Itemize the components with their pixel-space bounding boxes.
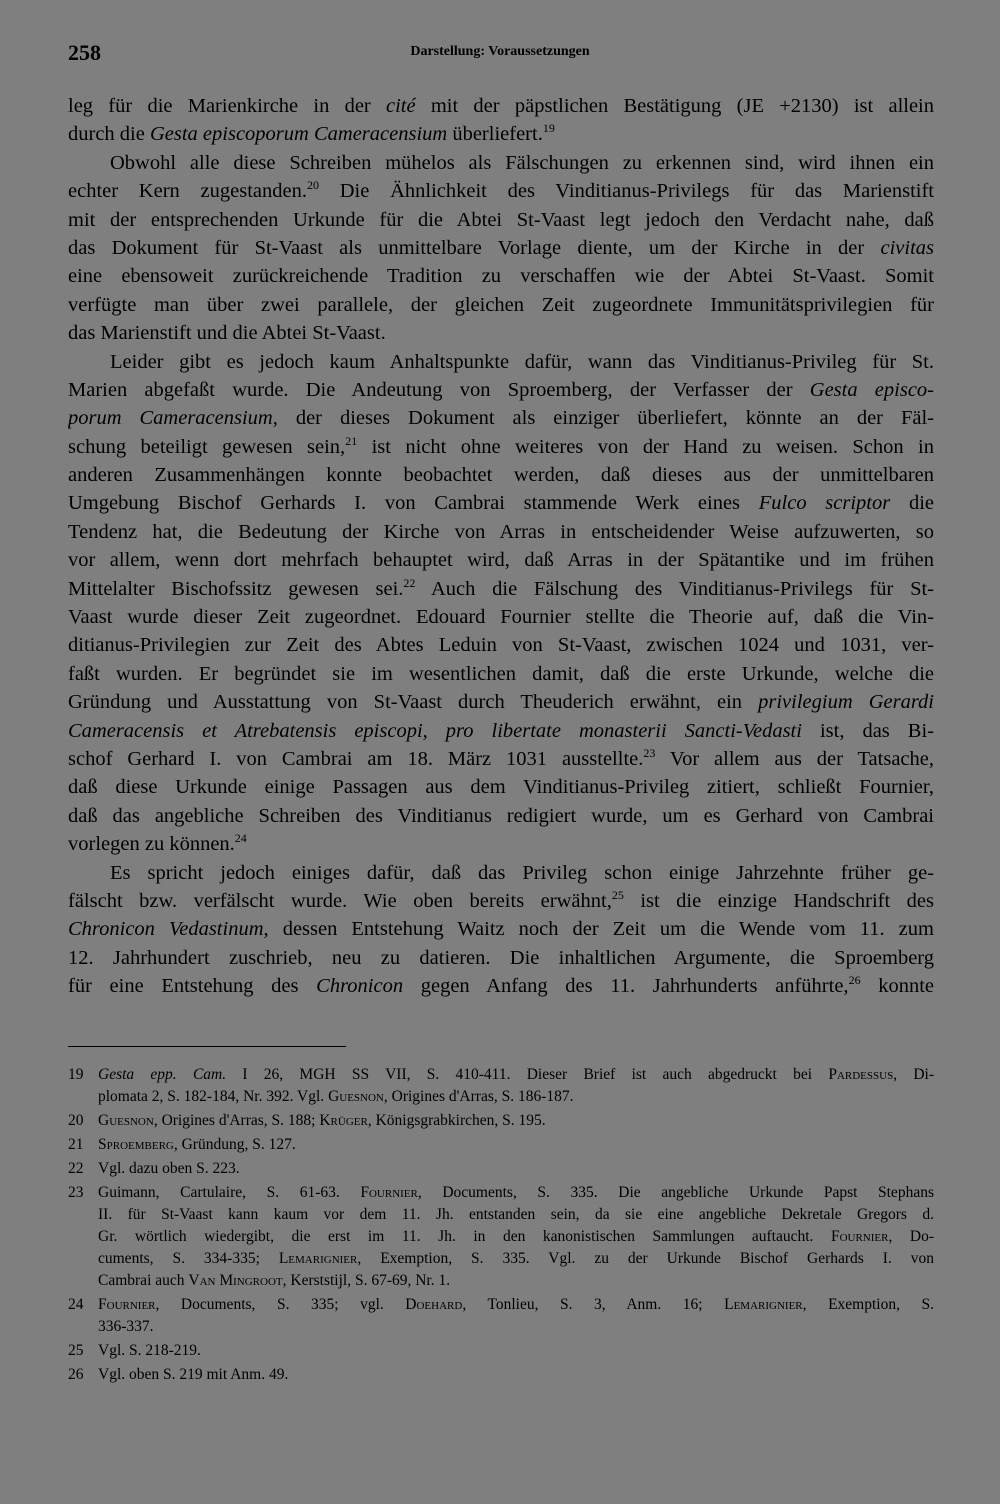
footnote-26 xyxy=(68,1364,934,1386)
text-line: Leider gibt es jedoch kaum Anhaltspunkte dafür, wann das Vinditianus-Privileg für St. xyxy=(110,350,934,373)
text-line: für eine Entstehung des Chronicon gegen Anfang des 11. Jahrhunderts anführte,$^{26}$ konnte xyxy=(68,973,934,998)
text-line: schung beteiligt gewesen sein,$^{21}$ ist nicht ohne weiteres von der Hand zu weisen. Schon in xyxy=(68,433,934,458)
footnote-text: 336-337. xyxy=(98,1318,154,1335)
footnote-text: Gesta epp. Cam. I 26, MGH SS VII, S. 410-411. Dieser Brief ist auch abgedruckt bei Pardessus, Di- xyxy=(98,1066,934,1083)
footnote-continuation xyxy=(68,1316,934,1338)
footnote-text: Vgl. S. 218-219. xyxy=(98,1342,201,1359)
footnote-text: Fournier, Documents, S. 335; vgl. Doehard, Tonlieu, S. 3, Anm. 16; Lemarignier, Exemption, S. xyxy=(98,1296,934,1313)
text-line: vorlegen zu können.$^{24}$ xyxy=(68,831,247,856)
footnote-text: Cambrai auch Van Mingroot, Kerststijl, S. 67-69, Nr. 1. xyxy=(98,1272,451,1289)
main-text xyxy=(68,92,934,1001)
footnote-20 xyxy=(68,1110,934,1132)
page-number: 258 xyxy=(68,40,101,65)
text-line: schof Gerhard I. von Cambrai am 18. März 1031 ausstellte.$^{23}$ Vor allem aus der Tatsache, xyxy=(68,745,934,770)
footnote-continuation xyxy=(68,1248,934,1270)
footnote-text: plomata 2, S. 182-184, Nr. 392. Vgl. Guesnon, Origines d'Arras, S. 186-187. xyxy=(98,1088,574,1105)
text-line: daß diese Urkunde einige Passagen aus dem Vinditianus-Privileg zitiert, schließt Fournier, xyxy=(68,776,934,799)
text-line: Es spricht jedoch einiges dafür, daß das Privileg schon einige Jahrzehnte früher ge- xyxy=(110,861,934,884)
footnote-21 xyxy=(68,1134,934,1156)
footnote-text: Gr. wörtlich wiedergibt, die erst im 11. Jh. in den kanonistischen Sammlungen auftaucht. Fournier, Do- xyxy=(98,1228,934,1245)
footnote-number: 22 xyxy=(68,1160,84,1177)
text-line: Chronicon Vedastinum, dessen Entstehung Waitz noch der Zeit um die Wende vom 11. zum xyxy=(68,918,934,941)
text-line: Cameracensis et Atrebatensis episcopi, pro libertate monasterii Sancti-Vedasti ist, das Bi- xyxy=(68,719,934,742)
footnote-number: 26 xyxy=(68,1366,84,1383)
text-line: mit der entsprechenden Urkunde für die Abtei St-Vaast legt jedoch den Verdacht nahe, daß xyxy=(68,208,934,231)
footnote-19 xyxy=(68,1064,934,1086)
footnote-continuation xyxy=(68,1226,934,1248)
text-line: das Marienstift und die Abtei St-Vaast. xyxy=(68,322,386,345)
text-line: Obwohl alle diese Schreiben mühelos als Fälschungen zu erkennen sind, wird ihnen ein xyxy=(110,151,934,174)
footnote-continuation xyxy=(68,1270,934,1292)
text-line: porum Cameracensium, der dieses Dokument als einziger überliefert, könnte an der Fäl- xyxy=(68,407,934,430)
footnote-text: Guimann, Cartulaire, S. 61-63. Fournier, Documents, S. 335. Die angebliche Urkunde Papst Stephans xyxy=(98,1184,934,1201)
text-line: Gründung und Ausstattung von St-Vaast durch Theuderich erwähnt, ein privilegium Gerardi xyxy=(68,691,934,714)
text-line: Marien abgefaßt wurde. Die Andeutung von Sproemberg, der Verfasser der Gesta episco- xyxy=(68,378,934,401)
footnote-continuation xyxy=(68,1204,934,1226)
footnote-number: 20 xyxy=(68,1112,84,1129)
footnote-number: 23 xyxy=(68,1184,84,1201)
footnote-number: 25 xyxy=(68,1342,84,1359)
page-header xyxy=(68,40,932,68)
footnote-text: II. für St-Vaast kann kaum vor dem 11. Jh. entstanden sein, da sie eine angebliche Dekretale Gregors d. xyxy=(98,1206,934,1223)
footnote-number: 24 xyxy=(68,1296,84,1313)
footnote-24 xyxy=(68,1294,934,1316)
footnote-number: 21 xyxy=(68,1136,84,1153)
text-line: daß das angebliche Schreiben des Vinditianus redigiert wurde, um es Gerhard von Cambrai xyxy=(68,804,934,827)
footnote-number: 19 xyxy=(68,1066,84,1083)
footnote-23 xyxy=(68,1182,934,1204)
text-line: echter Kern zugestanden.$^{20}$ Die Ähnlichkeit des Vinditianus-Privilegs für das Marienstift xyxy=(68,178,934,203)
text-line: Umgebung Bischof Gerhards I. von Cambrai stammende Werk eines Fulco scriptor die xyxy=(68,492,934,515)
footnote-text: Vgl. dazu oben S. 223. xyxy=(98,1160,240,1177)
text-line: fälscht bzw. verfälscht wurde. Wie oben bereits erwähnt,$^{25}$ ist die einzige Handschrift des xyxy=(68,887,934,912)
footnote-22 xyxy=(68,1158,934,1180)
text-line: das Dokument für St-Vaast als unmittelbare Vorlage diente, um der Kirche in der civitas xyxy=(68,236,934,259)
text-line: Tendenz hat, die Bedeutung der Kirche von Arras in entscheidender Weise aufzuwerten, so xyxy=(68,520,934,543)
text-line: Mittelalter Bischofssitz gewesen sei.$^{22}$ Auch die Fälschung des Vinditianus-Privilegs für St- xyxy=(68,575,934,600)
text-line: 12. Jahrhundert zuschrieb, neu zu datieren. Die inhaltlichen Argumente, die Sproemberg xyxy=(68,946,934,969)
footnote-25 xyxy=(68,1340,934,1362)
footnote-separator xyxy=(68,1046,346,1047)
text-line: Vaast wurde dieser Zeit zugeordnet. Edouard Fournier stellte die Theorie auf, daß die Vin- xyxy=(68,606,934,629)
running-head: Darstellung: Voraussetzungen xyxy=(410,44,590,59)
text-line: anderen Zusammenhängen konnte beobachtet werden, daß dieses aus der unmittelbaren xyxy=(68,464,934,487)
text-line: verfügte man über zwei parallele, der gleichen Zeit zugeordnete Immunitätsprivilegien für xyxy=(68,293,934,316)
text-line: ditianus-Privilegien zur Zeit des Abtes Leduin von St-Vaast, zwischen 1024 und 1031, ver- xyxy=(68,634,934,657)
text-line: vor allem, wenn dort mehrfach behauptet wird, daß Arras in der Spätantike und im frühen xyxy=(68,549,934,572)
text-line: faßt wurden. Er begründet sie im wesentlichen damit, daß die erste Urkunde, welche die xyxy=(68,662,934,685)
footnotes xyxy=(68,1064,934,1386)
footnote-text: Sproemberg, Gründung, S. 127. xyxy=(98,1136,296,1153)
footnote-text: Vgl. oben S. 219 mit Anm. 49. xyxy=(98,1366,289,1383)
text-line: eine ebensoweit zurückreichende Tradition zu verschaffen wie der Abtei St-Vaast. Somit xyxy=(68,265,934,288)
footnote-text: cuments, S. 334-335; Lemarignier, Exemption, S. 335. Vgl. zu der Urkunde Bischof Gerhards I. von xyxy=(98,1250,934,1267)
text-line: leg für die Marienkirche in der cité mit der päpstlichen Bestätigung (JE +2130) ist allein xyxy=(68,95,934,117)
footnote-continuation xyxy=(68,1086,934,1108)
text-line: durch die Gesta episcoporum Cameracensium überliefert.$^{19}$ xyxy=(68,121,555,146)
footnote-text: Guesnon, Origines d'Arras, S. 188; Krüger, Königsgrabkirchen, S. 195. xyxy=(98,1112,546,1129)
